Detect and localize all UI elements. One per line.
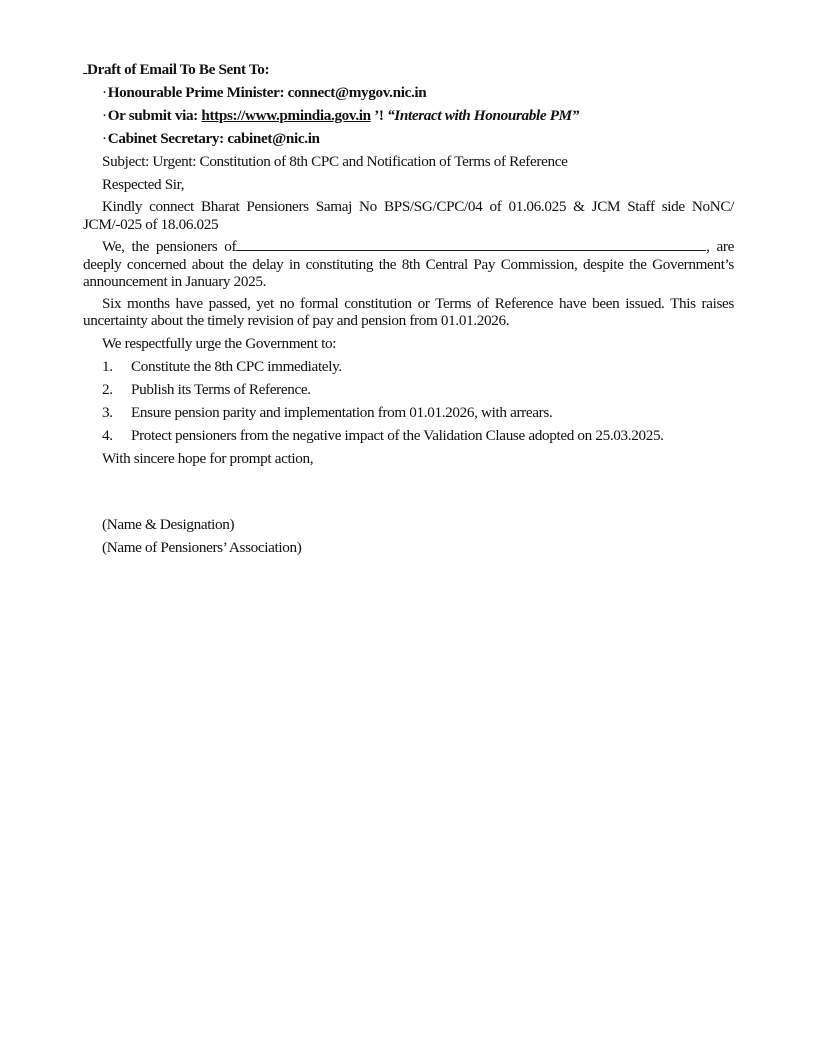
request-text: Protect pensioners from the negative impact of the Validation Clause adopted on 25.03.2025. [131, 426, 664, 444]
request-item [83, 426, 734, 445]
recipient-pm [83, 83, 734, 102]
signature-association: (Name of Pensioners’ Association) [102, 538, 302, 556]
subject-line: Subject: Urgent: Constitution of 8th CPC and Notification of Terms of Reference [102, 153, 568, 170]
pm-email-label: Honourable Prime Minister: connect@mygov.nic.in [107, 84, 427, 101]
request-item [83, 403, 734, 422]
request-number: 2. [102, 380, 113, 398]
reference-paragraph: Kindly connect Bharat Pensioners Samaj No BPS/SG/CPC/04 of 01.06.025 & JCM Staff side NoNC/ JCM/-025 of 18.06.025 [83, 198, 734, 233]
closing-line: With sincere hope for prompt action, [102, 449, 314, 467]
signature-name-designation: (Name & Designation) [102, 515, 235, 533]
concern-after-blank: , are deeply concerned about the delay in constituting the 8th Central Pay Commission, despite the Government’s announcement in January 2025. [83, 238, 734, 290]
submit-prefix: Or submit via: [107, 107, 202, 124]
bullet-icon: · [102, 130, 107, 147]
request-text: Constitute the 8th CPC immediately. [131, 357, 342, 375]
salutation: Respected Sir, [102, 176, 185, 193]
email-draft-document [83, 58, 734, 561]
signature-spacer [83, 472, 734, 515]
concern-before-blank: We, the pensioners of [102, 238, 237, 255]
interact-quote: “Interact with Honourable PM” [387, 107, 580, 124]
request-item [83, 380, 734, 399]
request-number: 1. [102, 357, 113, 375]
submit-mid: ’! [370, 107, 388, 124]
recipient-portal [83, 106, 734, 125]
recipient-cabinet [83, 129, 734, 148]
six-months-paragraph: Six months have passed, yet no formal constitution or Terms of Reference have been issued. This raises uncertainty about the timely revision of pay and pension from 01.01.2026. [83, 294, 734, 329]
draft-heading-text: Draft of Email To Be Sent To: [87, 61, 270, 78]
bullet-icon: · [102, 107, 107, 124]
urge-intro: We respectfully urge the Government to: [102, 334, 337, 352]
request-text: Ensure pension parity and implementation from 01.01.2026, with arrears. [131, 403, 553, 421]
request-number: 3. [102, 403, 113, 421]
request-text: Publish its Terms of Reference. [131, 380, 311, 398]
request-item [83, 357, 734, 376]
draft-heading [83, 58, 734, 79]
cabinet-email-label: Cabinet Secretary: cabinet@nic.in [107, 130, 320, 147]
bullet-icon: · [102, 84, 107, 101]
pmindia-link[interactable]: https://www.pmindia.gov.in [201, 107, 371, 124]
concern-paragraph [83, 237, 734, 291]
pensioners-blank-field[interactable] [236, 237, 706, 251]
request-number: 4. [102, 426, 113, 444]
